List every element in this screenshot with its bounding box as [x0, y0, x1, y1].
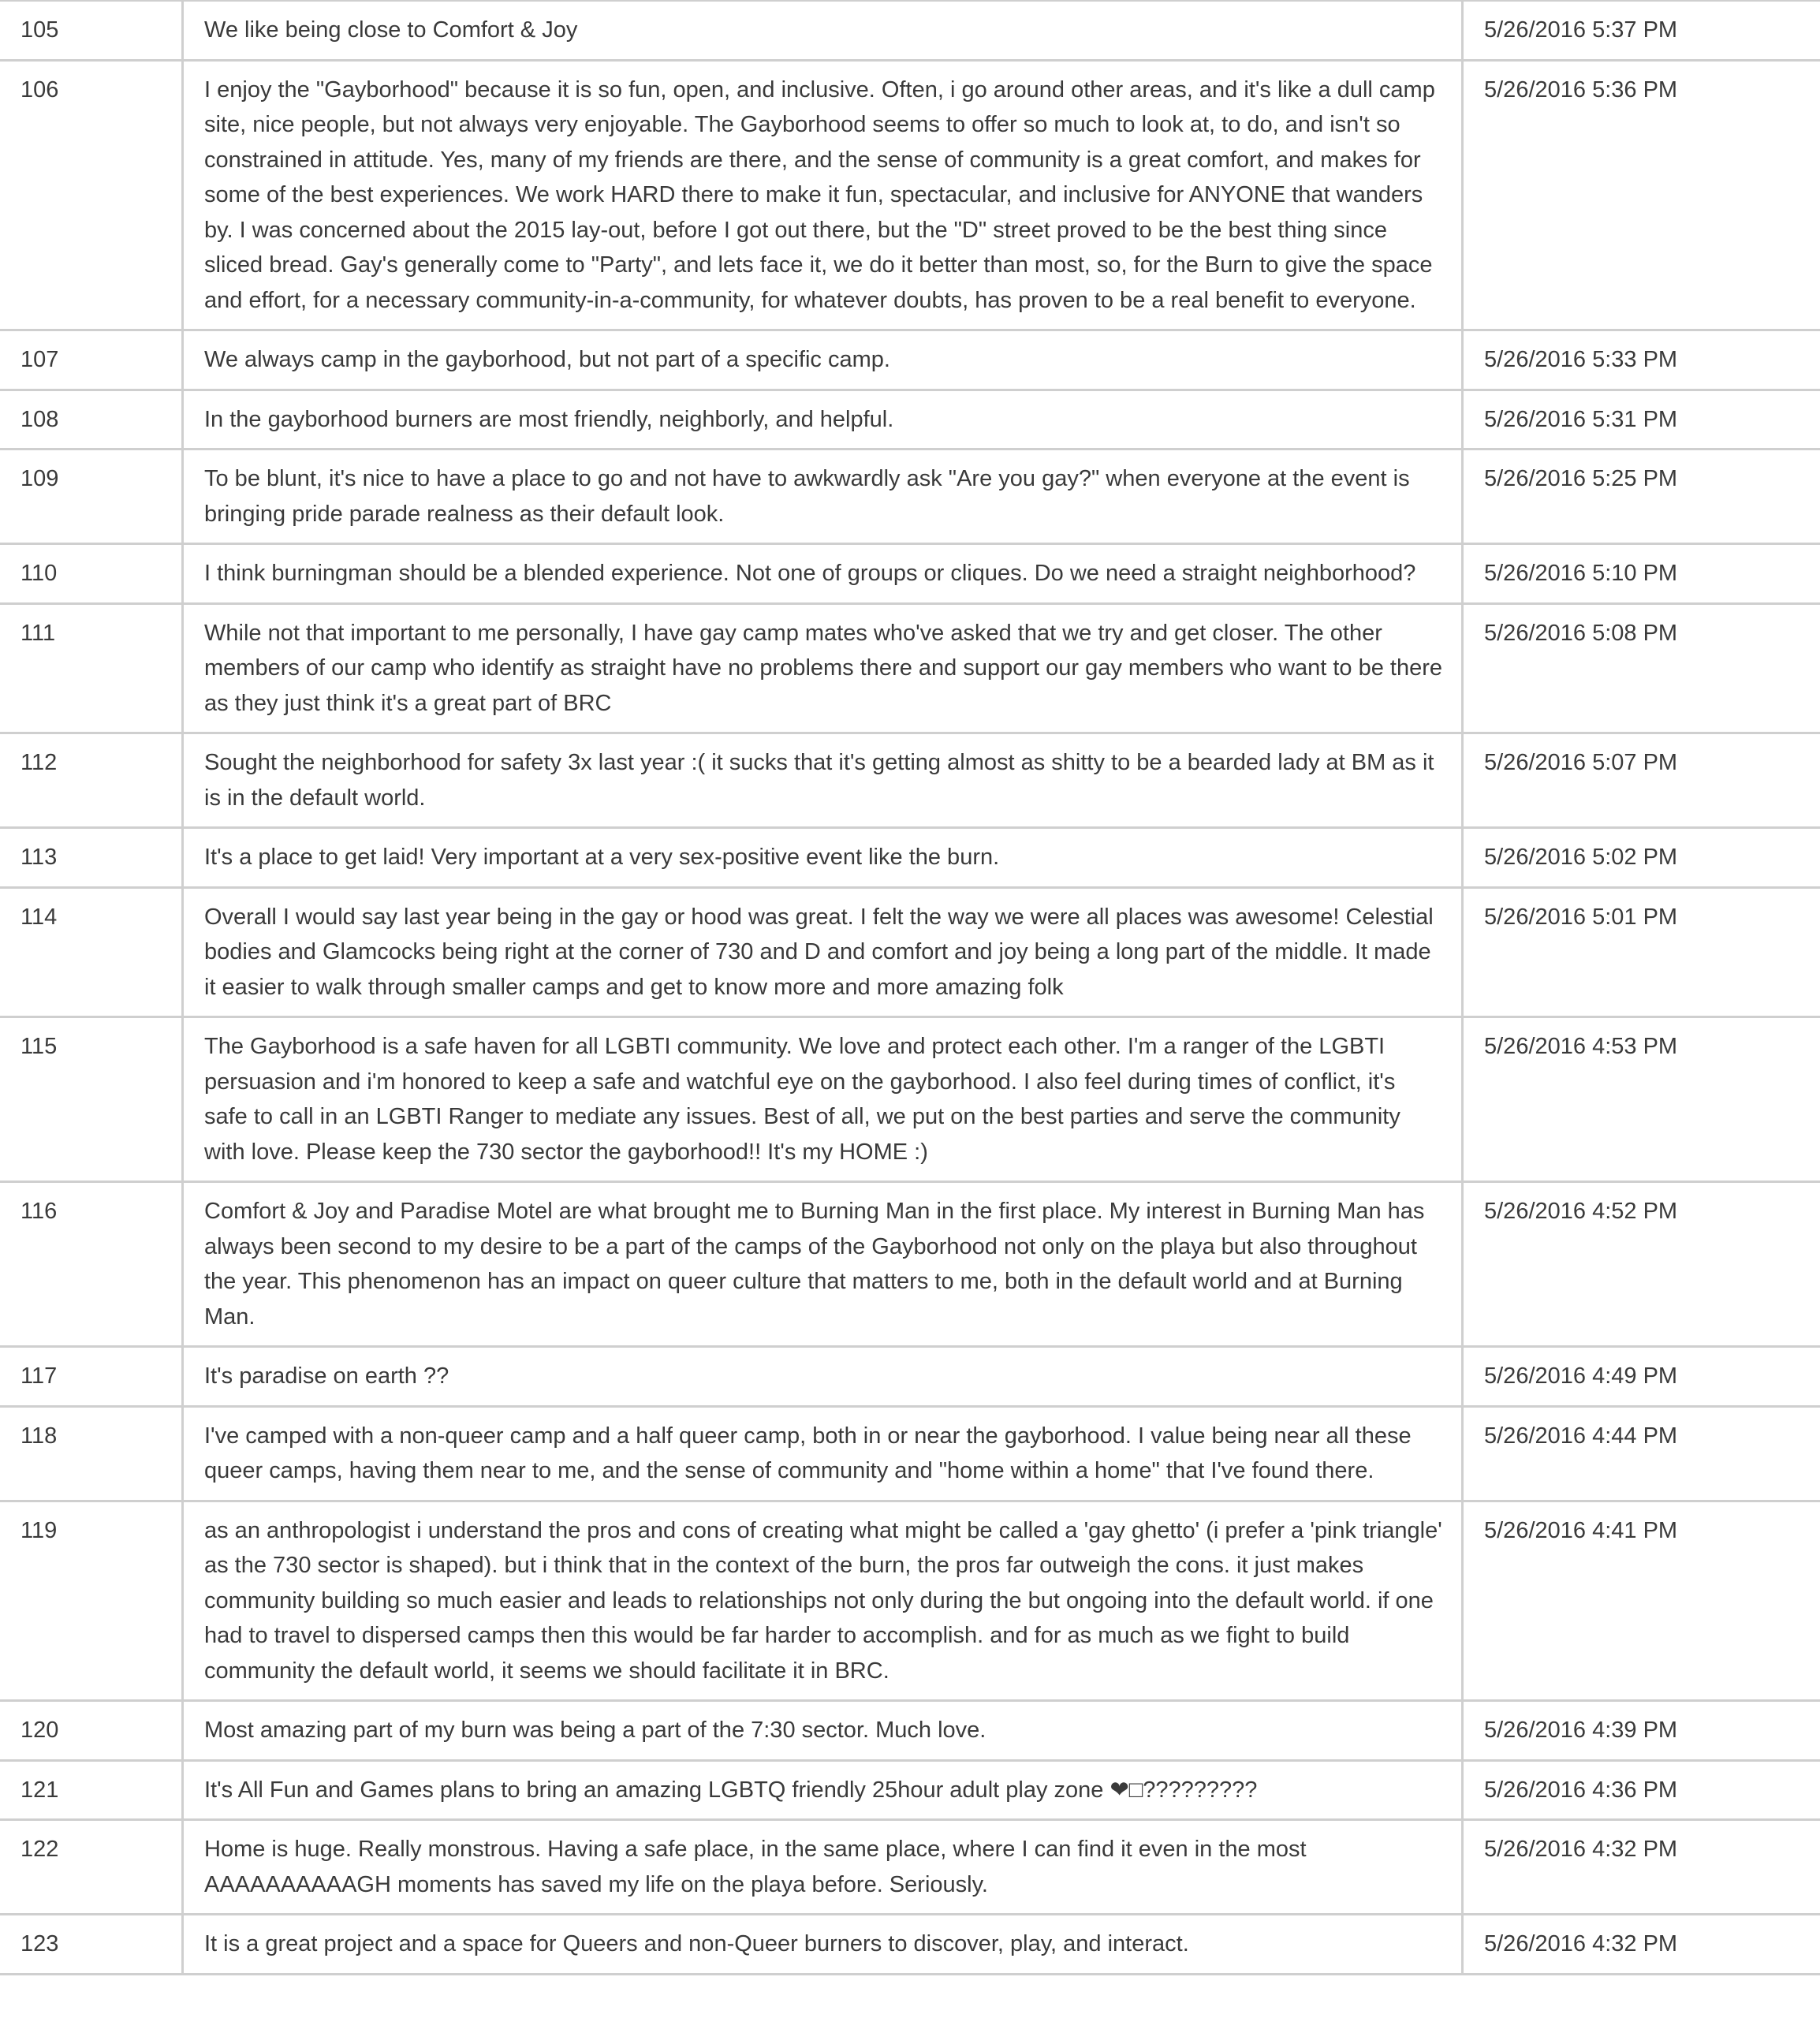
response-number: 113: [0, 828, 183, 888]
response-date: 5/26/2016 4:39 PM: [1463, 1701, 1820, 1761]
table-row: [0, 887, 1820, 1017]
response-number: 106: [0, 60, 183, 330]
response-date: 5/26/2016 5:36 PM: [1463, 60, 1820, 330]
table-row: [0, 1820, 1820, 1915]
response-date: 5/26/2016 4:36 PM: [1463, 1760, 1820, 1820]
table-row: [0, 1182, 1820, 1347]
response-date: 5/26/2016 5:10 PM: [1463, 544, 1820, 604]
response-number: 115: [0, 1017, 183, 1182]
table-row: [0, 1406, 1820, 1501]
response-date: 5/26/2016 5:37 PM: [1463, 1, 1820, 60]
response-text: It's a place to get laid! Very important at a very sex-positive event like the burn.: [183, 828, 1463, 888]
response-date: 5/26/2016 4:44 PM: [1463, 1406, 1820, 1501]
response-date: 5/26/2016 4:52 PM: [1463, 1182, 1820, 1347]
response-text: It's All Fun and Games plans to bring an amazing LGBTQ friendly 25hour adult play zone ❤□?????????: [183, 1760, 1463, 1820]
response-number: 108: [0, 390, 183, 449]
response-date: 5/26/2016 4:32 PM: [1463, 1915, 1820, 1975]
response-number: 107: [0, 330, 183, 390]
table-row: [0, 1501, 1820, 1701]
response-number: 109: [0, 449, 183, 544]
table-row: [0, 603, 1820, 733]
response-text: Home is huge. Really monstrous. Having a safe place, in the same place, where I can find it even in the most AAAAAAAAAAGH moments has saved my life on the playa before. Seriously.: [183, 1820, 1463, 1915]
response-number: 114: [0, 887, 183, 1017]
response-date: 5/26/2016 5:02 PM: [1463, 828, 1820, 888]
response-date: 5/26/2016 5:08 PM: [1463, 603, 1820, 733]
response-text: To be blunt, it's nice to have a place to go and not have to awkwardly ask "Are you gay?" when everyone at the event is bringing pride parade realness as their default look.: [183, 449, 1463, 544]
response-number: 122: [0, 1820, 183, 1915]
responses-table-body: [0, 1, 1820, 1974]
response-number: 111: [0, 603, 183, 733]
table-row: [0, 60, 1820, 330]
response-number: 105: [0, 1, 183, 60]
response-text: While not that important to me personally, I have gay camp mates who've asked that we try and get closer. The other members of our camp who identify as straight have no problems there and support our gay members who want to be there as they just think it's a great part of BRC: [183, 603, 1463, 733]
table-row: [0, 1017, 1820, 1182]
response-date: 5/26/2016 5:07 PM: [1463, 733, 1820, 828]
response-date: 5/26/2016 5:33 PM: [1463, 330, 1820, 390]
response-text: I've camped with a non-queer camp and a half queer camp, both in or near the gayborhood. I value being near all these queer camps, having them near to me, and the sense of community and "home within a home" that I've found there.: [183, 1406, 1463, 1501]
response-text: It's paradise on earth ??: [183, 1347, 1463, 1407]
response-text: In the gayborhood burners are most friendly, neighborly, and helpful.: [183, 390, 1463, 449]
table-row: [0, 733, 1820, 828]
response-date: 5/26/2016 4:53 PM: [1463, 1017, 1820, 1182]
response-date: 5/26/2016 4:49 PM: [1463, 1347, 1820, 1407]
response-text: Most amazing part of my burn was being a part of the 7:30 sector. Much love.: [183, 1701, 1463, 1761]
response-text: It is a great project and a space for Queers and non-Queer burners to discover, play, and interact.: [183, 1915, 1463, 1975]
response-number: 120: [0, 1701, 183, 1761]
response-number: 121: [0, 1760, 183, 1820]
response-number: 110: [0, 544, 183, 604]
table-row: [0, 1701, 1820, 1761]
table-row: [0, 449, 1820, 544]
response-number: 118: [0, 1406, 183, 1501]
response-number: 119: [0, 1501, 183, 1701]
response-text: Sought the neighborhood for safety 3x last year :( it sucks that it's getting almost as shitty to be a bearded lady at BM as it is in the default world.: [183, 733, 1463, 828]
response-date: 5/26/2016 5:25 PM: [1463, 449, 1820, 544]
response-text: We like being close to Comfort & Joy: [183, 1, 1463, 60]
response-date: 5/26/2016 4:32 PM: [1463, 1820, 1820, 1915]
response-text: I think burningman should be a blended experience. Not one of groups or cliques. Do we need a straight neighborhood?: [183, 544, 1463, 604]
response-date: 5/26/2016 4:41 PM: [1463, 1501, 1820, 1701]
table-row: [0, 1, 1820, 60]
response-text: Comfort & Joy and Paradise Motel are what brought me to Burning Man in the first place. My interest in Burning Man has always been second to my desire to be a part of the camps of the Gayborhood not only on the playa but also throughout the year. This phenomenon has an impact on queer culture that matters to me, both in the default world and at Burning Man.: [183, 1182, 1463, 1347]
response-text: We always camp in the gayborhood, but not part of a specific camp.: [183, 330, 1463, 390]
table-row: [0, 390, 1820, 449]
table-row: [0, 828, 1820, 888]
table-row: [0, 544, 1820, 604]
table-row: [0, 330, 1820, 390]
table-row: [0, 1347, 1820, 1407]
response-number: 112: [0, 733, 183, 828]
response-number: 117: [0, 1347, 183, 1407]
response-text: as an anthropologist i understand the pros and cons of creating what might be called a 'gay ghetto' (i prefer a 'pink triangle' as the 730 sector is shaped). but i think that in the context of the burn, the pros far outweigh the cons. it just makes community building so much easier and leads to relationships not only during the but ongoing into the default world. if one had to travel to dispersed camps then this would be far harder to accomplish. and for as much as we fight to build community the default world, it seems we should facilitate it in BRC.: [183, 1501, 1463, 1701]
table-row: [0, 1760, 1820, 1820]
response-text: Overall I would say last year being in the gay or hood was great. I felt the way we were all places was awesome! Celestial bodies and Glamcocks being right at the corner of 730 and D and comfort and joy being a long part of the middle. It made it easier to walk through smaller camps and get to know more and more amazing folk: [183, 887, 1463, 1017]
response-text: The Gayborhood is a safe haven for all LGBTI community. We love and protect each other. I'm a ranger of the LGBTI persuasion and i'm honored to keep a safe and watchful eye on the gayborhood. I also feel during times of conflict, it's safe to call in an LGBTI Ranger to mediate any issues. Best of all, we put on the best parties and serve the community with love. Please keep the 730 sector the gayborhood!! It's my HOME :): [183, 1017, 1463, 1182]
response-number: 123: [0, 1915, 183, 1975]
response-number: 116: [0, 1182, 183, 1347]
table-row: [0, 1915, 1820, 1975]
response-date: 5/26/2016 5:31 PM: [1463, 390, 1820, 449]
response-text: I enjoy the "Gayborhood" because it is so fun, open, and inclusive. Often, i go around other areas, and it's like a dull camp site, nice people, but not always very enjoyable. The Gayborhood seems to offer so much to look at, to do, and isn't so constrained in attitude. Yes, many of my friends are there, and the sense of community is a great comfort, and makes for some of the best experiences. We work HARD there to make it fun, spectacular, and inclusive for ANYONE that wanders by. I was concerned about the 2015 lay-out, before I got out there, but the "D" street proved to be the best thing since sliced bread. Gay's generally come to "Party", and lets face it, we do it better than most, so, for the Burn to give the space and effort, for a necessary community-in-a-community, for whatever doubts, has proven to be a real benefit to everyone.: [183, 60, 1463, 330]
response-date: 5/26/2016 5:01 PM: [1463, 887, 1820, 1017]
